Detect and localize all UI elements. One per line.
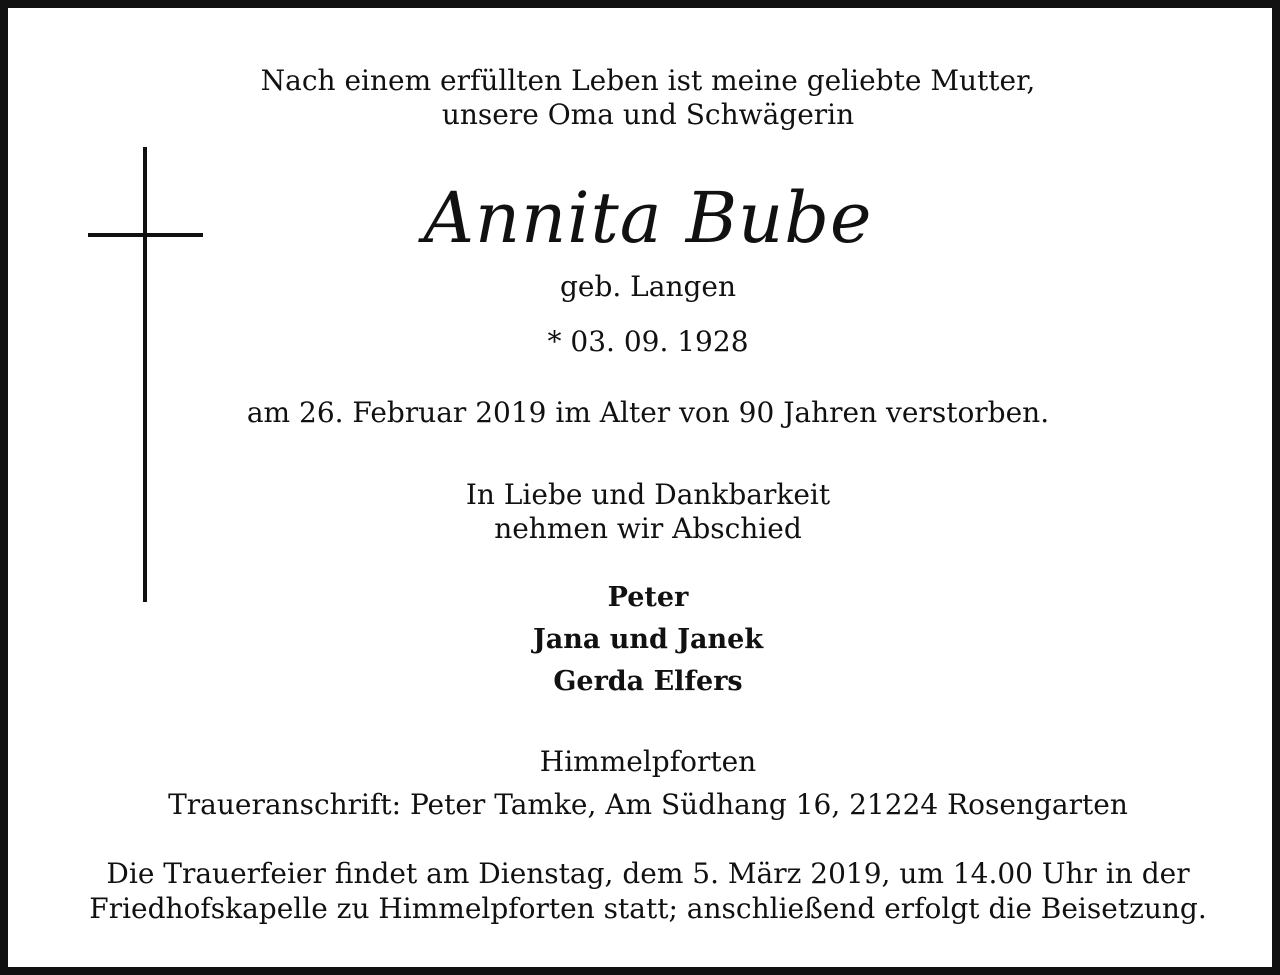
death-statement: am 26. Februar 2019 im Alter von 90 Jahren verstorben. — [246, 396, 1050, 429]
birth-date: * 03. 09. 1928 — [547, 325, 749, 358]
intro-line-1: Nach einem erfüllten Leben ist meine geliebte Mutter, — [260, 64, 1036, 97]
mourner-name: Gerda Elfers — [553, 666, 743, 697]
farewell-line-1: In Liebe und Dankbarkeit — [465, 478, 831, 511]
mourning-address: Traueranschrift: Peter Tamke, Am Südhang 16, 21224 Rosengarten — [168, 788, 1128, 821]
ceremony-line-1: Die Trauerfeier findet am Dienstag, dem 5. März 2019, um 14.00 Uhr in der — [106, 857, 1190, 890]
mourner-name: Peter — [607, 582, 689, 613]
farewell-line-2: nehmen wir Abschied — [494, 512, 802, 545]
maiden-name: geb. Langen — [559, 270, 737, 303]
intro-line-2: unsere Oma und Schwägerin — [441, 98, 855, 131]
place-name: Himmelpforten — [539, 745, 757, 778]
mourner-name: Jana und Janek — [532, 624, 764, 655]
ceremony-line-2: Friedhofskapelle zu Himmelpforten statt; anschließend erfolgt die Beisetzung. — [89, 892, 1207, 925]
deceased-name: Annita Bube — [423, 177, 873, 259]
